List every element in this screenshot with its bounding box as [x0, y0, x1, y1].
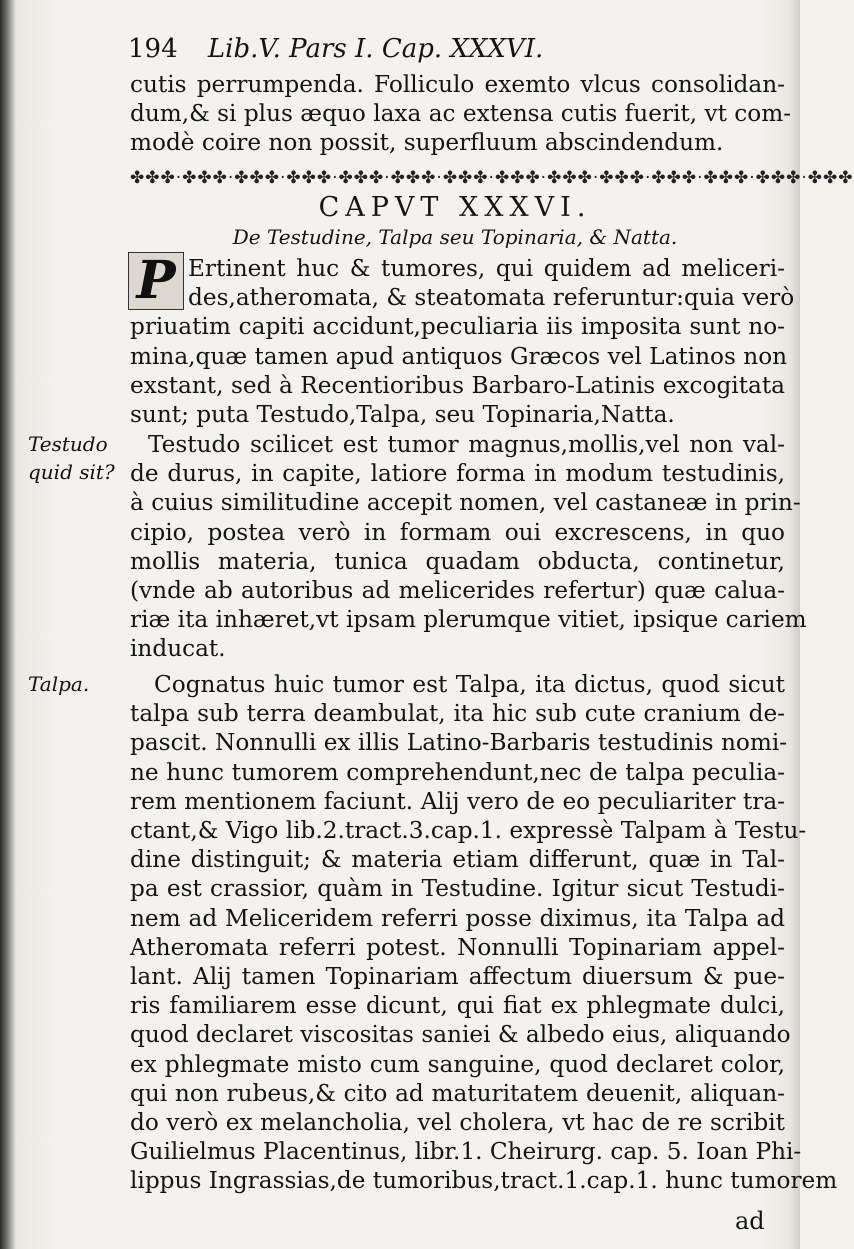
paragraph-1-head — [188, 254, 795, 312]
ornamental-border: ✤✤✤·✤✤✤·✤✤✤·✤✤✤·✤✤✤·✤✤✤·✤✤✤·✤✤✤·✤✤✤·✤✤✤·✤✤✤·✤✤✤·✤✤✤·✤✤✤ — [130, 168, 854, 188]
text-line: do verò ex melancholia, vel cholera, vt hac de re scribit — [130, 1109, 785, 1137]
running-title: Lib.V. Pars I. Cap. XXXVI. — [207, 34, 544, 64]
text-line: pa est crassior, quàm in Testudine. Igitur sicut Testudi- — [130, 875, 785, 903]
text-line: talpa sub terra deambulat, ita hic sub cute cranium de- — [130, 700, 785, 728]
text-line: Ertinent huc & tumores, qui quidem ad meliceri- — [188, 255, 785, 282]
running-header — [128, 34, 768, 64]
text-line: nem ad Meliceridem referri posse diximus, ita Talpa ad — [130, 904, 785, 932]
margin-note-line: Testudo — [28, 432, 108, 456]
text-line: Testudo scilicet est tumor magnus,mollis,vel non val- — [148, 431, 785, 458]
text-line: mollis materia, tunica quadam obducta, continetur, — [130, 547, 785, 575]
text-line: pascit. Nonnulli ex illis Latino-Barbaris testudinis nomi- — [130, 729, 788, 757]
chapter-subtitle: De Testudine, Talpa seu Topinaria, & Natta. — [232, 225, 678, 249]
text-line: exstant, sed à Recentioribus Barbaro-Latinis excogitata — [130, 371, 785, 399]
text-line: sunt; puta Testudo,Talpa, seu Topinaria,Natta. — [130, 401, 675, 428]
text-line: mina,quæ tamen apud antiquos Græcos vel Latinos non — [130, 342, 788, 370]
text-line: dum,& si plus æquo laxa ac extensa cutis fuerit, vt com- — [130, 100, 792, 128]
text-line: Atheromata referri potest. Nonnulli Topinariam appel- — [130, 933, 785, 961]
paragraph-3 — [130, 670, 838, 1196]
page-number: 194 — [128, 34, 178, 64]
text-line: inducat. — [130, 635, 226, 663]
text-line: dine distinguit; & materia etiam differunt, quæ in Tal- — [130, 846, 785, 874]
text-line: (vnde ab autoribus ad melicerides refertur) quæ calua- — [130, 577, 785, 605]
text-line: ne hunc tumorem comprehendunt,nec de talpa peculia- — [130, 758, 785, 786]
margin-note-talpa: Talpa. — [28, 672, 90, 696]
text-line: des,atheromata, & steatomata referuntur:quia verò — [188, 284, 795, 312]
catchword: ad — [735, 1207, 765, 1235]
text-line: priuatim capiti accidunt,peculiaria iis imposita sunt no- — [130, 313, 785, 341]
drop-cap: P — [128, 252, 184, 310]
text-line: rem mentionem faciunt. Alij vero de eo peculiariter tra- — [130, 787, 785, 815]
text-line: lippus Ingrassias,de tumoribus,tract.1.cap.1. hunc tumorem — [130, 1167, 838, 1195]
text-line: ctant,& Vigo lib.2.tract.3.cap.1. expressè Talpam à Testu- — [130, 817, 807, 845]
text-line: Guilielmus Placentinus, libr.1. Cheirurg. cap. 5. Ioan Phi- — [130, 1138, 802, 1166]
text-line: ris familiarem esse dicunt, qui fiat ex phlegmate dulci, — [130, 992, 785, 1020]
margin-note-line: quid sit? — [28, 460, 115, 484]
text-line: qui non rubeus,& cito ad maturitatem deuenit, aliquan- — [130, 1079, 785, 1107]
paragraph-1-body — [130, 312, 788, 429]
top-paragraph — [130, 70, 792, 158]
text-line: ex phlegmate misto cum sanguine, quod declaret color, — [130, 1050, 785, 1078]
text-line: cutis perrumpenda. Folliculo exemto vlcus consolidan- — [130, 71, 785, 98]
text-line: cipio, postea verò in formam oui excrescens, in quo — [130, 518, 785, 546]
text-line: Cognatus huic tumor est Talpa, ita dictus, quod sicut — [154, 671, 785, 698]
text-line: de durus, in capite, latiore forma in modum testudinis, — [130, 460, 785, 488]
text-line: modè coire non possit, superfluum abscindendum. — [130, 129, 724, 157]
paragraph-2 — [130, 430, 807, 664]
text-line: à cuius similitudine accepit nomen, vel castaneæ in prin- — [130, 489, 801, 517]
margin-note-testudo — [28, 430, 128, 486]
chapter-heading: CAPVT XXXVI. — [318, 192, 592, 223]
text-line: lant. Alij tamen Topinariam affectum diuersum & pue- — [130, 963, 785, 991]
text-line: quod declaret viscositas saniei & albedo eius, aliquando — [130, 1021, 791, 1049]
text-line: riæ ita inhæret,vt ipsam plerumque vitiet, ipsique cariem — [130, 606, 807, 634]
